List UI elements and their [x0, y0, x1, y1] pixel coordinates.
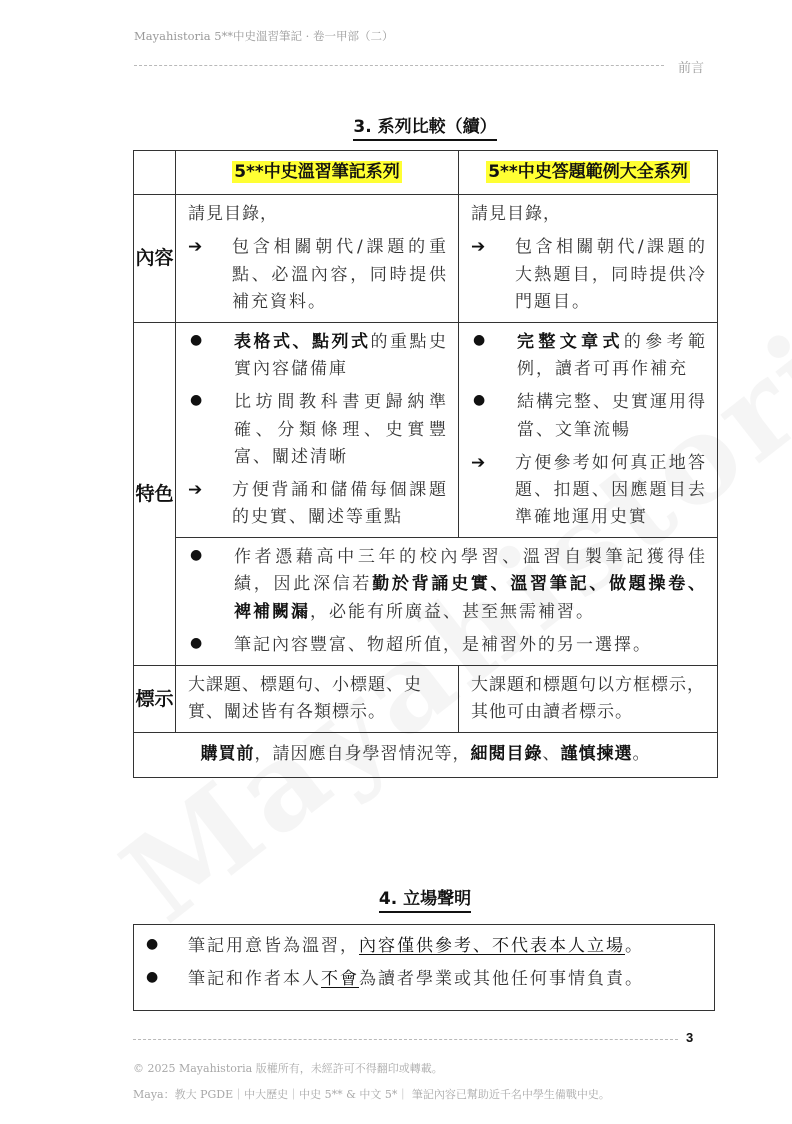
- list-item-text: [188, 966, 704, 993]
- statement-pre: 筆記和作者本人: [188, 969, 321, 990]
- section-4-heading: [0, 884, 792, 909]
- before-buying-note: [134, 733, 718, 777]
- features-cell-notes: [176, 322, 459, 537]
- content-cell-notes: [176, 195, 459, 323]
- statement-post: 。: [625, 936, 644, 956]
- content-intro: 請見目錄，: [188, 204, 278, 225]
- list-item-text: 結構完整、史實運用得當、文筆流暢: [517, 392, 707, 440]
- bullet-icon: ●: [190, 547, 203, 564]
- header-title: Mayahistoria 5**中史溫習筆記 · 卷一甲部（二）: [134, 29, 394, 43]
- underlined-statement: 不會: [321, 969, 359, 990]
- disclaimer-box: [133, 924, 715, 1011]
- bullet-icon: ●: [190, 392, 203, 409]
- footer-divider: [133, 1039, 678, 1040]
- bold-term: 購買前: [200, 744, 255, 765]
- arrow-icon: ➔: [471, 237, 486, 258]
- bullet-icon: ●: [473, 392, 486, 409]
- list-item-text: [234, 544, 707, 626]
- list-item: [188, 477, 448, 531]
- content-intro: 請見目錄，: [471, 204, 561, 225]
- marking-cell-notes: [176, 666, 459, 733]
- list-item-text: 方便參考如何真正地答題、扣題、因應題目去準確地運用史實: [515, 452, 707, 528]
- list-item: [188, 234, 448, 316]
- statement-pre: 筆記用意皆為溫習，: [188, 936, 359, 956]
- section-4-title: 4. 立場聲明: [379, 889, 471, 913]
- bold-term: 謹慎揀選: [560, 744, 633, 765]
- bold-term: 點列式: [312, 331, 371, 352]
- table-header-row: [134, 151, 718, 195]
- list-item-text: [517, 329, 707, 383]
- table-row-content: [134, 195, 718, 323]
- bullet-icon: ●: [190, 331, 203, 348]
- page-number: 3: [686, 1030, 694, 1045]
- list-item: [188, 329, 448, 383]
- bold-term: 勤於背誦史實、溫習筆記、做題操卷、裨補闕漏: [234, 574, 708, 622]
- note-text: 。: [632, 744, 651, 765]
- underlined-statement: 內容僅供參考、不代表本人立場: [359, 936, 625, 956]
- table-row-marking: [134, 666, 718, 733]
- row-label-features: 特色: [134, 322, 176, 665]
- list-item: [471, 234, 707, 316]
- notes-series-title: 5**中史溫習筆記系列: [234, 162, 400, 182]
- list-item-rest: 的參考範例，讀者可再作補充: [517, 331, 707, 380]
- content-cell-answers: [459, 195, 718, 323]
- note-text: 、: [542, 744, 561, 765]
- bold-term: 細閱目錄: [470, 744, 543, 765]
- list-item: [144, 933, 704, 960]
- header-section-name: 前言: [677, 61, 704, 76]
- bold-term: 表格式: [234, 331, 293, 352]
- separator: 、: [292, 331, 312, 352]
- table-row-features-shared: [134, 538, 718, 666]
- copyright-notice: © 2025 Mayahistoria 版權所有，未經許可不得翻印或轉載。: [133, 1062, 443, 1075]
- features-cell-answers: [459, 322, 718, 537]
- list-item-pre: 作者憑藉高中三年的校內學習、溫習自製筆記獲得佳績，因此深信若: [234, 547, 707, 595]
- list-item: [471, 389, 707, 443]
- list-item-text: 包含相關朝代/課題的大熱題目，同時提供冷門題目。: [515, 237, 707, 312]
- arrow-icon: ➔: [188, 479, 203, 500]
- corner-cell: [134, 151, 176, 195]
- marking-text: 大課題和標題句以方框標示，其他可由讀者標示。: [471, 675, 705, 723]
- answers-series-title: 5**中史答題範例大全系列: [488, 162, 688, 182]
- row-label-content: 內容: [134, 195, 176, 323]
- table-row-before-buying: [134, 733, 718, 777]
- list-item-text: [188, 933, 704, 960]
- column-header-notes: [176, 151, 459, 195]
- bullet-icon: ●: [190, 634, 203, 651]
- row-label-marking: 標示: [134, 666, 176, 733]
- list-item-text: 比坊間教科書更歸納準確、分類條理、史實豐富、闡述清晰: [234, 392, 448, 467]
- list-item: [188, 389, 448, 471]
- header-divider: [134, 65, 664, 66]
- list-item-text: 筆記內容豐富、物超所值，是補習外的另一選擇。: [234, 634, 652, 655]
- bullet-icon: ●: [146, 936, 159, 952]
- note-text: ，請因應自身學習情況等，: [254, 744, 471, 765]
- list-item-post: ，必能有所廣益、甚至無需補習。: [310, 601, 595, 622]
- features-shared-cell: [176, 538, 718, 666]
- list-item: [471, 450, 707, 532]
- section-3-title: 3. 系列比較（續）: [353, 117, 496, 141]
- list-item-text: 包含相關朝代/課題的重點、必溫內容，同時提供補充資料。: [232, 237, 448, 312]
- bullet-icon: ●: [146, 969, 159, 986]
- arrow-icon: ➔: [471, 452, 486, 473]
- section-3-heading: [0, 112, 792, 137]
- arrow-icon: ➔: [188, 237, 203, 258]
- list-item: [188, 544, 707, 626]
- list-item-text: 方便背誦和儲備每個課題的史實、闡述等重點: [232, 479, 448, 528]
- statement-post: 為讀者學業或其他任何事情負責。: [359, 969, 644, 990]
- author-credits: Maya：教大 PGDE｜中大歷史｜中史 5** & 中文 5*｜ 筆記內容已幫助近千名中學生備戰中史。: [133, 1088, 610, 1101]
- bold-term: 完整文章式: [517, 331, 624, 352]
- list-item: [188, 632, 707, 659]
- list-item: [471, 329, 707, 383]
- list-item-text: [234, 329, 448, 383]
- series-comparison-table: [133, 150, 718, 778]
- column-header-answers: [459, 151, 718, 195]
- table-row-features: [134, 322, 718, 537]
- marking-text: 大課題、標題句、小標題、史實、闡述皆有各類標示。: [188, 675, 422, 723]
- list-item: [144, 966, 704, 993]
- marking-cell-answers: [459, 666, 718, 733]
- bullet-icon: ●: [473, 331, 486, 348]
- list-item-rest: 的重點史實內容儲備庫: [234, 331, 448, 380]
